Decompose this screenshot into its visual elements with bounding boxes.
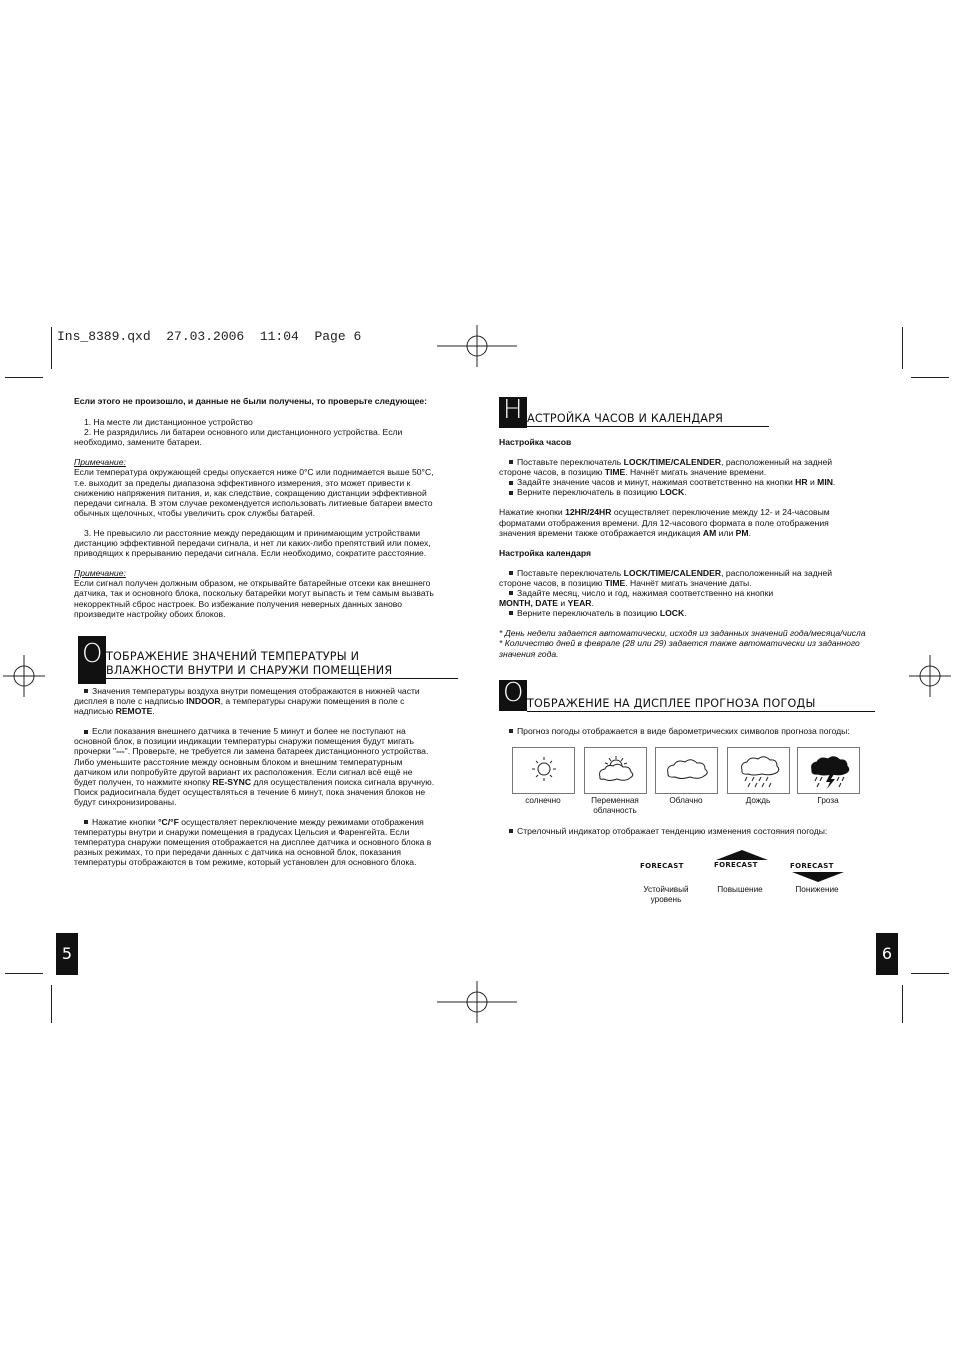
footnote: значения года. bbox=[499, 648, 559, 659]
trend-label-down: Понижение bbox=[795, 885, 839, 894]
bullet-text: будет получен, то нажмите кнопку RE-SYNC для осуществления поиска сигнала вручную. bbox=[74, 776, 435, 787]
weather-label-sunny: солнечно bbox=[525, 796, 561, 805]
weather-box-storm bbox=[797, 747, 860, 794]
footnote: * День недели задается автоматически, исходя из заданных значений года/месяца/числа bbox=[499, 628, 866, 639]
sun-icon bbox=[513, 748, 574, 793]
heading-letter-box: O bbox=[78, 636, 106, 684]
bullet-text: дисплея в поле с надписью INDOOR, а температуры снаружи помещения в поле с bbox=[74, 696, 405, 707]
step-text: Поставьте переключатель LOCK/TIME/CALENDER, расположенный на задней bbox=[499, 457, 899, 467]
registration-mark-left bbox=[3, 655, 45, 697]
crop-mark bbox=[51, 985, 52, 1023]
trend-label-steady: Устойчивый уровень bbox=[643, 885, 689, 904]
checklist-item: 1. На месте ли дистанционное устройство bbox=[84, 417, 253, 428]
format-text: значения времени также отображается индикация AM или PM. bbox=[499, 527, 751, 538]
weather-box-cloudy bbox=[655, 747, 718, 794]
step-text: Задайте значение часов и минут, нажимая соответственно на кнопки HR и MIN. bbox=[499, 477, 899, 487]
footnote: * Количество дней в феврале (28 или 29) задается также автоматически из заданного bbox=[499, 638, 860, 649]
right-page-column bbox=[499, 437, 899, 659]
bullet-text: датчиком или попробуйте другой вариант их расположения. Если сигнал всё ещё не bbox=[74, 766, 413, 777]
heading-letter-box: H bbox=[499, 397, 527, 428]
left-page-bullets bbox=[74, 686, 464, 868]
bullet-text: Нажатие кнопки °C/°F осуществляет переключение между режимами отображения bbox=[74, 817, 464, 827]
page-number-tab-left: 5 bbox=[56, 933, 78, 975]
crop-mark bbox=[5, 973, 43, 974]
subheading-calendar: Настройка календаря bbox=[499, 547, 592, 558]
crop-mark bbox=[902, 327, 903, 369]
step-text: стороне часов, в позицию TIME. Начнёт мигать значение даты. bbox=[499, 577, 752, 588]
weather-box-partly-cloudy bbox=[584, 747, 647, 794]
weather-box-sunny bbox=[512, 747, 575, 794]
checklist-item: 2. Не разрядились ли батареи основного или дистанционного устройства. Если bbox=[84, 427, 403, 438]
registration-mark-top bbox=[437, 325, 517, 367]
checklist-item: необходимо, замените батареи. bbox=[74, 437, 202, 448]
subheading-clock: Настройка часов bbox=[499, 437, 572, 447]
page-number-tab-right: 6 bbox=[876, 933, 898, 975]
heading-letter-box: O bbox=[499, 680, 527, 711]
crop-mark bbox=[902, 985, 903, 1023]
trend-label-up: Повышение bbox=[717, 885, 763, 894]
bullet-text: будут синхронизированы. bbox=[74, 796, 177, 807]
forecast-label-down: FORECAST bbox=[790, 862, 834, 870]
checklist-item: дистанцию эффективной передачи сигнала, и нет ли каких-либо препятствий или помех, bbox=[74, 538, 431, 549]
heading-rule bbox=[106, 678, 458, 679]
format-text: Нажатие кнопки 12HR/24HR осуществляет переключение между 12- и 24-часовым bbox=[499, 507, 830, 518]
bullet-text: Если показания внешнего датчика в течение 5 минут и более не поступают на bbox=[74, 726, 464, 736]
bullet-text: прочерки "---". Проверьте, не требуется ли замена батареек дистанционного устройства. bbox=[74, 746, 429, 757]
crop-mark bbox=[911, 377, 949, 378]
bullet-text: основной блок, в позиции индикации температуры снаружи помещения будут мигать bbox=[74, 736, 415, 747]
forecast-label-up: FORECAST bbox=[714, 861, 758, 869]
bullet-text: надписью REMOTE. bbox=[74, 706, 155, 717]
note-line: датчика, так и основного блока, поскольку батарейки могут выпасть и тем самым вызвать bbox=[74, 588, 434, 599]
step-text: MONTH, DATE и YEAR. bbox=[499, 598, 594, 609]
note-line: Если сигнал получен должным образом, не открывайте батарейные отсеки как внешнего bbox=[74, 578, 431, 589]
note-line: снижению напряжения питания, и, как следствие, сокращению дистанции эффективной bbox=[74, 487, 427, 498]
crop-mark bbox=[911, 973, 949, 974]
checklist-item: 3. Не превысило ли расстояние между передающим и принимающим устройствами bbox=[84, 527, 421, 538]
bullet-text: температура снаружи помещения отображается на дисплее датчика и основного блока в bbox=[74, 837, 432, 848]
note-line: передачи сигнала. В этом случае рекомендуется использовать литиевые батареи вместо bbox=[74, 497, 433, 508]
heading-rule bbox=[527, 426, 769, 427]
step-text: стороне часов, в позицию TIME. Начнёт мигать значение времени. bbox=[499, 467, 767, 478]
note-line: некорректный сброс настроек. Во избежание получения неверных данных заново bbox=[74, 598, 402, 609]
trend-down-icon bbox=[790, 871, 846, 885]
weather-label-partly-cloudy: Переменная облачность bbox=[591, 796, 639, 815]
cloud-icon bbox=[656, 748, 717, 793]
file-header: Ins_8389.qxd 27.03.2006 11:04 Page 6 bbox=[57, 329, 362, 344]
crop-mark bbox=[5, 377, 43, 378]
rain-icon bbox=[728, 748, 789, 793]
storm-icon bbox=[798, 748, 859, 793]
section-heading-temp-display bbox=[78, 636, 458, 686]
forecast-intro: Прогноз погоды отображается в виде барометрических символов прогноза погоды: bbox=[509, 726, 899, 736]
weather-label-storm: Гроза bbox=[817, 796, 839, 805]
bullet-text: температуры отображаются в том режиме, который установлен для основного блока. bbox=[74, 857, 417, 868]
intro-text: Если этого не произошло, и данные не были получены, то проверьте следующее: bbox=[74, 396, 428, 406]
left-page-column bbox=[74, 396, 464, 619]
bullet-text: Либо уменьшите расстояние между основным блоком и внешним температурным bbox=[74, 756, 403, 767]
note-title: Примечание: bbox=[74, 568, 126, 579]
step-text: Верните переключатель в позицию LOCK. bbox=[499, 487, 899, 497]
trend-intro: Стрелочный индикатор отображает тенденцию изменения состояния погоды: bbox=[509, 826, 899, 836]
bullet-text: температуры внутри и снаружи помещения в градусах Цельсия и Фаренгейта. Если bbox=[74, 827, 410, 838]
heading-line: АСТРОЙКА ЧАСОВ И КАЛЕНДАРЯ bbox=[527, 412, 724, 425]
bullet-text: разных режимах, то при передачи данных с датчика на основной блок, показания bbox=[74, 847, 401, 858]
heading-line: ТОБРАЖЕНИЕ ЗНАЧЕНИЙ ТЕМПЕРАТУРЫ И bbox=[106, 650, 360, 663]
note-line: Если температура окружающей среды опускается ниже 0°C или поднимается выше 50°C, bbox=[74, 467, 434, 478]
registration-mark-bottom bbox=[437, 981, 517, 1023]
checklist-item: приводящих к прерыванию передачи сигнала. Если необходимо, сократите расстояние. bbox=[74, 548, 427, 559]
section-heading-forecast bbox=[499, 680, 879, 716]
step-text: Задайте месяц, число и год, нажимая соответственно на кнопки bbox=[499, 588, 899, 598]
note-title: Примечание: bbox=[74, 457, 126, 468]
bullet-text: Поиск радиосигнала будет осуществляться в течение 6 минут, пока значения блоков не bbox=[74, 786, 426, 797]
weather-box-rain bbox=[727, 747, 790, 794]
heading-line: ТОБРАЖЕНИЕ НА ДИСПЛЕЕ ПРОГНОЗА ПОГОДЫ bbox=[527, 697, 816, 710]
registration-mark-right bbox=[909, 655, 951, 697]
bullet-text: Значения температуры воздуха внутри помещения отображаются в нижней части bbox=[74, 686, 464, 696]
weather-label-rain: Дождь bbox=[745, 796, 771, 805]
partly-cloudy-icon bbox=[585, 748, 646, 793]
step-text: Поставьте переключатель LOCK/TIME/CALENDER, расположенный на задней bbox=[499, 568, 899, 578]
section-heading-clock-calendar bbox=[499, 397, 769, 437]
step-text: Верните переключатель в позицию LOCK. bbox=[499, 608, 899, 618]
weather-label-cloudy: Облачно bbox=[669, 796, 703, 805]
forecast-label-steady: FORECAST bbox=[640, 862, 684, 870]
heading-rule bbox=[527, 711, 875, 712]
note-line: произведите настройку обоих блоков. bbox=[74, 608, 226, 619]
note-line: т.е. выходит за пределы диапазона эффективного измерения, это может привести к bbox=[74, 477, 411, 488]
crop-mark bbox=[51, 327, 52, 369]
format-text: форматами отображения времени. Для 12-часового формата в поле отображения bbox=[499, 517, 829, 528]
note-line: обычных щелочных, чтобы увеличить срок службы батарей. bbox=[74, 507, 316, 518]
heading-line: ВЛАЖНОСТИ ВНУТРИ И СНАРУЖИ ПОМЕЩЕНИЯ bbox=[106, 664, 393, 677]
